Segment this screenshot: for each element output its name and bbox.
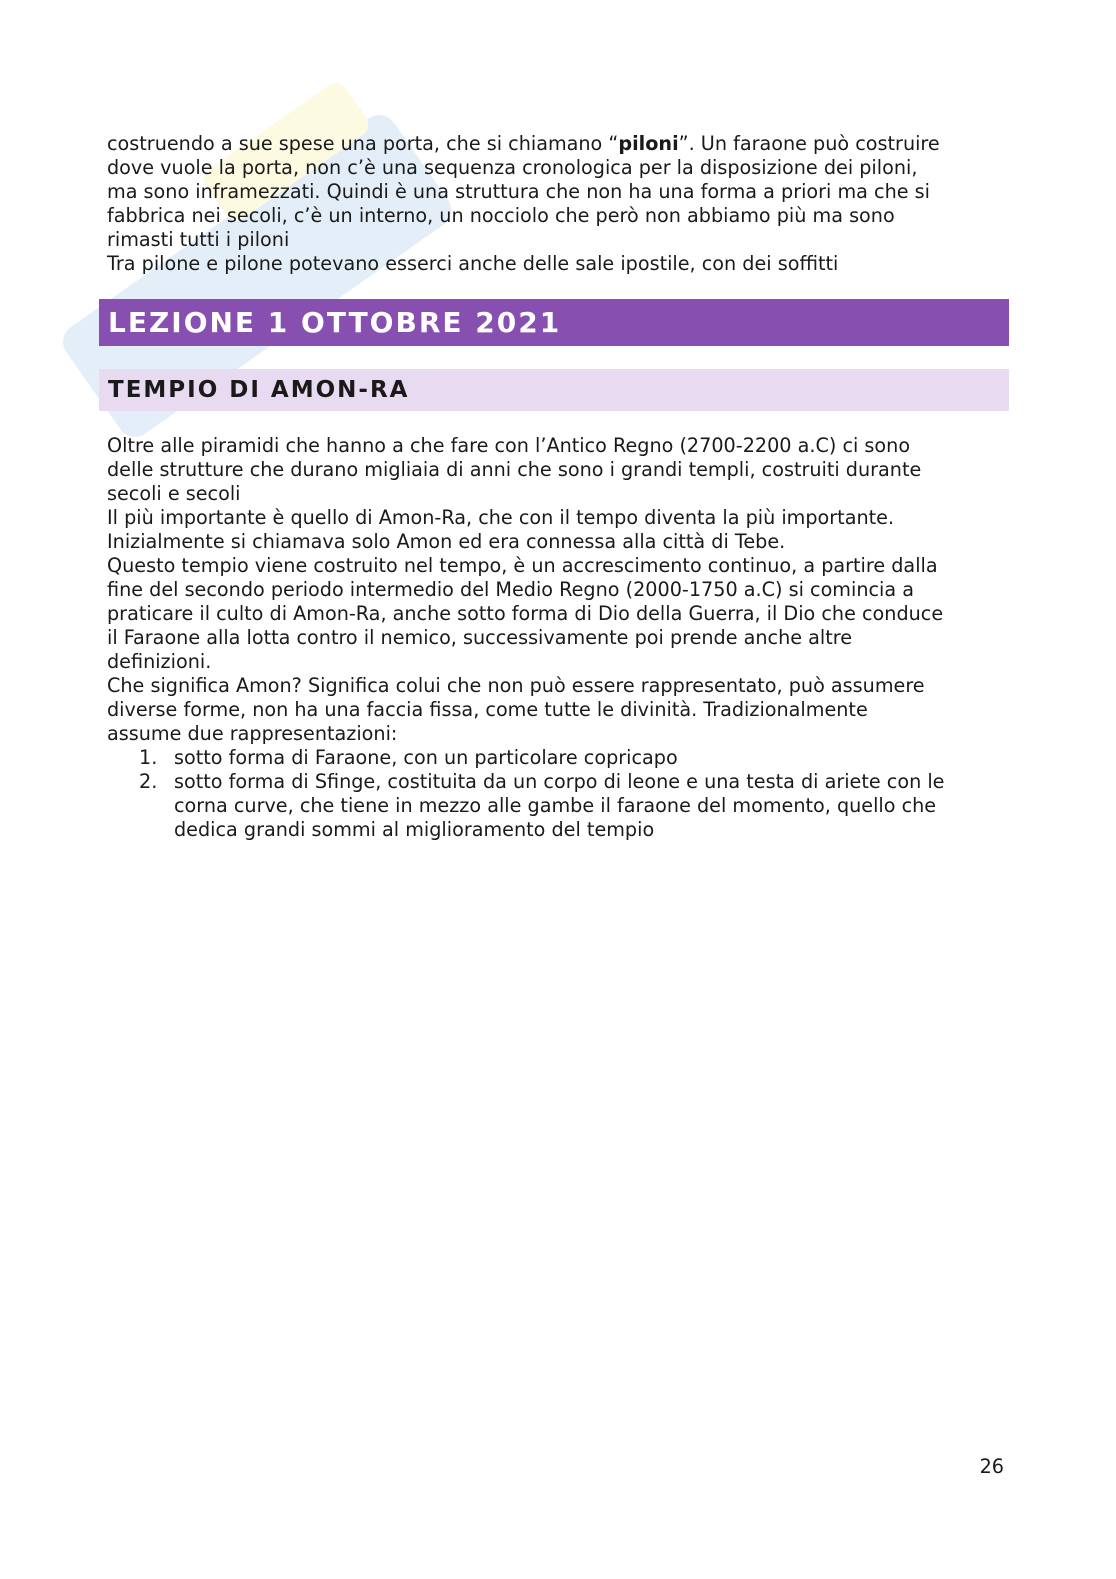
- body-paragraph: [107, 434, 1012, 842]
- text-line: definizioni.: [107, 650, 212, 673]
- text-line: Il più importante è quello di Amon-Ra, che con il tempo diventa la più importante.: [107, 506, 895, 529]
- text-line: delle strutture che durano migliaia di anni che sono i grandi templi, costruiti durante: [107, 458, 922, 481]
- text-line: fine del secondo periodo intermedio del Medio Regno (2000-1750 a.C) si comincia a: [107, 578, 914, 601]
- bold-term-piloni: piloni: [618, 132, 679, 155]
- text-line: ma sono inframezzati. Quindi è una struttura che non ha una forma a priori ma che si: [107, 180, 930, 203]
- text-line: sotto forma di Sfinge, costituita da un corpo di leone e una testa di ariete con le: [174, 770, 945, 793]
- section-heading: TEMPIO DI AMON-RA: [99, 369, 1009, 411]
- list-number: 2.: [139, 770, 158, 793]
- list-number: 1.: [139, 746, 158, 769]
- list-item: [107, 770, 1012, 842]
- text-line: diverse forme, non ha una faccia fissa, come tutte le divinità. Tradizionalmente: [107, 698, 868, 721]
- text-line: dove vuole la porta, non c’è una sequenza cronologica per la disposizione dei piloni,: [107, 156, 918, 179]
- text-line: assume due rappresentazioni:: [107, 722, 398, 745]
- intro-paragraph: [107, 132, 1012, 276]
- text-line: fabbrica nei secoli, c’è un interno, un nocciolo che però non abbiamo più ma sono: [107, 204, 895, 227]
- text-line: il Faraone alla lotta contro il nemico, successivamente poi prende anche altre: [107, 626, 853, 649]
- text-span: ”. Un faraone può costruire: [678, 132, 940, 155]
- text-line: secoli e secoli: [107, 482, 241, 505]
- list-item: [107, 746, 1012, 770]
- lesson-heading: LEZIONE 1 OTTOBRE 2021: [99, 299, 1009, 346]
- page-number: 26: [979, 1455, 1004, 1478]
- text-line: corna curve, che tiene in mezzo alle gambe il faraone del momento, quello che: [174, 794, 937, 817]
- text-line: sotto forma di Faraone, con un particolare copricapo: [174, 746, 678, 769]
- text-line: Oltre alle piramidi che hanno a che fare con l’Antico Regno (2700-2200 a.C) ci sono: [107, 434, 911, 457]
- text-line: dedica grandi sommi al miglioramento del tempio: [174, 818, 655, 841]
- text-line: Inizialmente si chiamava solo Amon ed era connessa alla città di Tebe.: [107, 530, 786, 553]
- text-line: praticare il culto di Amon-Ra, anche sotto forma di Dio della Guerra, il Dio che conduce: [107, 602, 944, 625]
- text-line: [107, 132, 1012, 156]
- text-line: rimasti tutti i piloni: [107, 228, 290, 251]
- text-span: costruendo a sue spese una porta, che si chiamano “: [107, 132, 619, 155]
- text-line: Che significa Amon? Significa colui che non può essere rappresentato, può assumere: [107, 674, 925, 697]
- text-line: Questo tempio viene costruito nel tempo, è un accrescimento continuo, a partire dalla: [107, 554, 938, 577]
- text-line: Tra pilone e pilone potevano esserci anche delle sale ipostile, con dei soffitti: [107, 252, 839, 275]
- representations-list: [107, 746, 1012, 842]
